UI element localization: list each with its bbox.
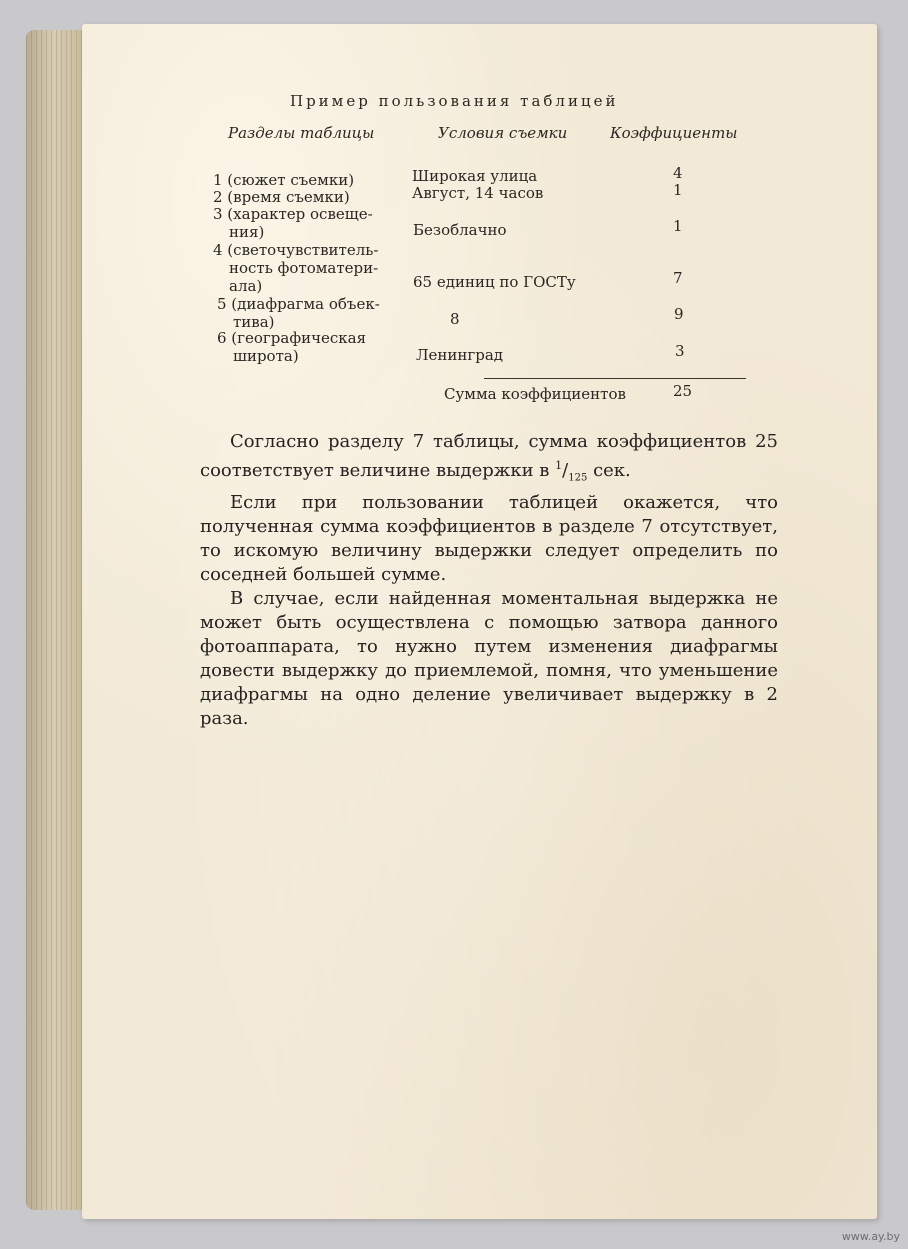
column-header-coefficients: Коэффициенты xyxy=(610,124,738,142)
row-3-condition: Безоблачно xyxy=(413,221,507,239)
explanation-text xyxy=(200,430,778,731)
sum-value: 25 xyxy=(673,382,693,400)
row-4-condition: 65 единиц по ГОСТу xyxy=(413,273,576,291)
watermark: www.ay.by xyxy=(841,1230,900,1243)
row-3-section-line-1: 3 (характер освеще- xyxy=(213,205,373,223)
fraction-denominator: 125 xyxy=(568,472,588,484)
exposure-fraction: $^1/_{125}$ xyxy=(555,459,588,484)
row-4-section-line-2: ность фотоматери- xyxy=(229,259,379,277)
row-3-coefficient: 1 xyxy=(673,217,683,235)
row-5-section-line-1: 5 (диафрагма объек- xyxy=(217,295,380,313)
row-5-coefficient: 9 xyxy=(674,305,684,323)
row-2-coefficient: 1 xyxy=(673,181,683,199)
row-4-coefficient: 7 xyxy=(673,269,683,287)
row-5-section-line-2: тива) xyxy=(233,313,275,331)
paragraph-1-text: Согласно разделу 7 таблицы, сумма коэффициентов 25 соответствует величине выдержки в xyxy=(200,431,778,481)
paragraph-2: Если при пользовании таблицей окажется, что полученная сумма коэффициентов в разделе 7 отсутствует, то искомую величину выдержки следует определить по соседней большей сумме. xyxy=(200,491,778,585)
row-2-section: 2 (время съемки) xyxy=(213,188,350,206)
row-6-section-line-2: широта) xyxy=(233,347,299,365)
table-example-heading: Пример пользования таблицей xyxy=(290,92,619,110)
row-6-coefficient: 3 xyxy=(675,342,685,360)
row-1-section: 1 (сюжет съемки) xyxy=(213,171,355,189)
row-5-condition: 8 xyxy=(450,310,460,328)
fraction-numerator: 1 xyxy=(555,459,563,472)
column-header-sections: Разделы таблицы xyxy=(228,124,375,142)
row-3-section-line-2: ния) xyxy=(229,223,265,241)
row-2-condition: Август, 14 часов xyxy=(412,184,544,202)
row-6-section-line-1: 6 (географическая xyxy=(217,329,367,347)
row-1-condition: Широкая улица xyxy=(412,167,538,185)
sum-divider-line xyxy=(484,378,746,379)
sum-label: Сумма коэффициентов xyxy=(444,385,626,403)
paragraph-1 xyxy=(200,430,778,491)
paragraph-3: В случае, если найденная моментальная выдержка не может быть осуществлена с помощью затвора данного фотоаппарата, то нужно путем изменения диафрагмы довести выдержку до приемлемой, помня, что уменьшение диафрагмы на одно деление увеличивает выдержку в 2 раза. xyxy=(200,587,778,729)
row-4-section-line-1: 4 (светочувствитель- xyxy=(213,241,379,259)
row-6-condition: Ленинград xyxy=(416,346,504,364)
column-header-conditions: Условия съемки xyxy=(438,124,568,142)
row-1-coefficient: 4 xyxy=(673,164,683,182)
paragraph-1-unit: сек. xyxy=(593,460,631,481)
row-4-section-line-3: ала) xyxy=(229,277,263,295)
